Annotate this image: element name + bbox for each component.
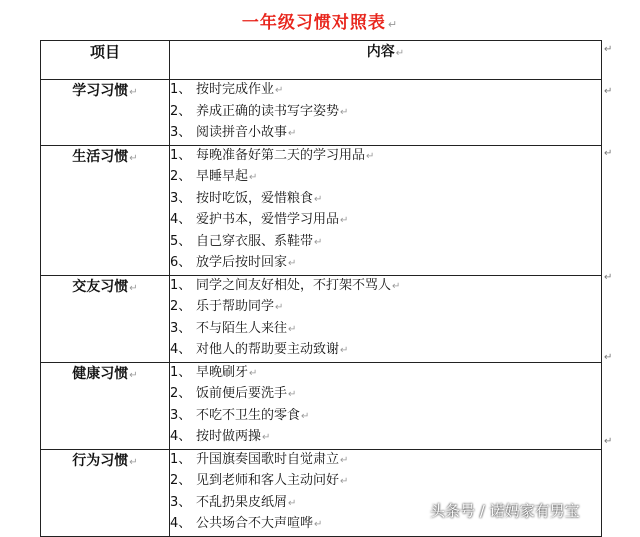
item-number: 1、 <box>170 82 192 97</box>
item-number: 1、 <box>170 147 192 163</box>
return-mark-icon: ↵ <box>249 172 258 183</box>
item-text: 公共场合不大声喧哗 <box>196 516 314 531</box>
item-number: 5、 <box>170 233 192 249</box>
return-mark-icon: ↵ <box>314 519 323 530</box>
section-row <box>41 145 602 275</box>
section-row <box>41 449 602 536</box>
document-title <box>0 8 640 33</box>
header-row <box>41 41 602 80</box>
item-text: 升国旗奏国歌时自觉肃立 <box>196 451 340 467</box>
item-number: 4、 <box>170 429 192 444</box>
item-text: 爱护书本，爱惜学习用品 <box>196 212 340 227</box>
section-row <box>41 80 602 146</box>
list-item <box>170 167 601 189</box>
list-item <box>170 80 601 102</box>
item-text: 按时吃饭，爱惜粮食 <box>196 190 314 206</box>
item-number: 2、 <box>170 473 192 488</box>
list-item <box>170 340 601 362</box>
return-mark-icon: ↵ <box>262 432 271 443</box>
watermark: 头条号 / 诺妈家有男宝 <box>430 502 580 520</box>
item-text: 早睡早起 <box>196 169 249 184</box>
item-number: 2、 <box>170 169 192 184</box>
section-row <box>41 275 602 362</box>
item-number: 3、 <box>170 320 192 336</box>
list-item <box>170 276 601 298</box>
list-item <box>170 146 601 168</box>
list-item <box>170 102 601 124</box>
title-text: 一年级习惯对照表 <box>241 13 386 33</box>
item-number: 2、 <box>170 103 192 119</box>
habits-table-body <box>41 80 602 537</box>
return-mark-icon: ↵ <box>314 236 323 248</box>
list-item <box>170 384 601 406</box>
return-mark-icon: ↵ <box>288 128 297 139</box>
list-item <box>170 406 601 428</box>
return-mark-icon: ↵ <box>129 369 138 381</box>
section-category-label: 生活习惯 <box>72 148 129 165</box>
return-mark-icon: ↵ <box>340 106 349 118</box>
return-mark-icon: ↵ <box>314 193 323 205</box>
item-text: 养成正确的读书写字姿势 <box>196 103 340 119</box>
return-mark-icon: ↵ <box>288 258 297 269</box>
item-text: 对他人的帮助要主动致谢 <box>196 342 340 357</box>
item-number: 3、 <box>170 407 192 423</box>
item-number: 2、 <box>170 299 192 314</box>
header-category: 项目 <box>41 41 170 80</box>
return-mark-icon: ↵ <box>301 410 310 422</box>
header-content-label: 内容 <box>366 44 395 60</box>
return-mark-icon: ↵ <box>392 280 401 292</box>
section-items <box>170 275 602 362</box>
section-category-label: 学习习惯 <box>72 83 129 99</box>
section-category <box>41 362 170 449</box>
return-mark-icon: ↵ <box>340 345 349 356</box>
list-item <box>170 253 601 275</box>
list-item <box>170 232 601 254</box>
item-text: 早晚刷牙 <box>196 364 249 380</box>
item-text: 不乱扔果皮纸屑 <box>196 494 288 510</box>
return-mark-icon: ↵ <box>275 85 284 96</box>
item-number: 1、 <box>170 277 192 293</box>
return-mark-icon: ↵ <box>604 148 613 159</box>
item-number: 3、 <box>170 125 192 140</box>
item-text: 同学之间友好相处，不打架不骂人 <box>196 277 392 293</box>
return-mark-icon: ↵ <box>604 436 613 447</box>
section-items <box>170 80 602 146</box>
return-mark-icon: ↵ <box>604 86 613 97</box>
return-mark-icon: ↵ <box>288 389 297 400</box>
section-category-label: 交友习惯 <box>72 278 129 295</box>
section-category-label: 健康习惯 <box>72 365 129 382</box>
item-number: 4、 <box>170 212 192 227</box>
item-text: 按时做两操 <box>196 429 262 444</box>
return-mark-icon: ↵ <box>387 18 399 31</box>
section-category <box>41 80 170 146</box>
return-mark-icon: ↵ <box>129 152 138 164</box>
list-item <box>170 471 601 493</box>
item-text: 见到老师和客人主动问好 <box>196 473 340 488</box>
list-item <box>170 210 601 232</box>
return-mark-icon: ↵ <box>129 282 138 294</box>
section-items <box>170 449 602 536</box>
item-number: 3、 <box>170 494 192 510</box>
return-mark-icon: ↵ <box>340 454 349 466</box>
return-mark-icon: ↵ <box>288 323 297 335</box>
return-mark-icon: ↵ <box>340 476 349 487</box>
item-number: 3、 <box>170 190 192 206</box>
item-text: 放学后按时回家 <box>196 255 288 270</box>
return-mark-icon: ↵ <box>275 302 284 313</box>
section-category <box>41 145 170 275</box>
header-content <box>170 41 602 80</box>
item-text: 每晚准备好第二天的学习用品 <box>196 147 366 163</box>
item-text: 饭前便后要洗手 <box>196 386 288 401</box>
return-mark-icon: ↵ <box>340 215 349 226</box>
list-item <box>170 189 601 211</box>
item-text: 不吃不卫生的零食 <box>196 407 301 423</box>
section-category-label: 行为习惯 <box>72 452 129 469</box>
item-number: 1、 <box>170 451 192 467</box>
return-mark-icon: ↵ <box>288 497 297 509</box>
item-text: 不与陌生人来往 <box>196 320 288 336</box>
list-item <box>170 450 601 472</box>
item-number: 6、 <box>170 255 192 270</box>
item-number: 2、 <box>170 386 192 401</box>
section-category <box>41 449 170 536</box>
list-item <box>170 319 601 341</box>
return-mark-icon: ↵ <box>366 150 375 162</box>
list-item <box>170 363 601 385</box>
item-text: 按时完成作业 <box>196 82 275 97</box>
return-mark-icon: ↵ <box>395 48 405 59</box>
return-mark-icon: ↵ <box>604 44 613 55</box>
item-text: 乐于帮助同学 <box>196 299 275 314</box>
return-mark-icon: ↵ <box>129 456 138 468</box>
habits-table <box>40 40 602 537</box>
section-category <box>41 275 170 362</box>
list-item <box>170 297 601 319</box>
item-number: 4、 <box>170 342 192 357</box>
item-number: 1、 <box>170 364 192 380</box>
list-item <box>170 427 601 449</box>
return-mark-icon: ↵ <box>129 87 138 98</box>
item-number: 4、 <box>170 516 192 531</box>
item-text: 阅读拼音小故事 <box>196 125 288 140</box>
section-items <box>170 145 602 275</box>
section-items <box>170 362 602 449</box>
return-mark-icon: ↵ <box>249 367 258 379</box>
return-mark-icon: ↵ <box>604 352 613 363</box>
item-text: 自己穿衣服、系鞋带 <box>196 233 314 249</box>
list-item <box>170 123 601 145</box>
section-row <box>41 362 602 449</box>
return-mark-icon: ↵ <box>604 272 613 283</box>
